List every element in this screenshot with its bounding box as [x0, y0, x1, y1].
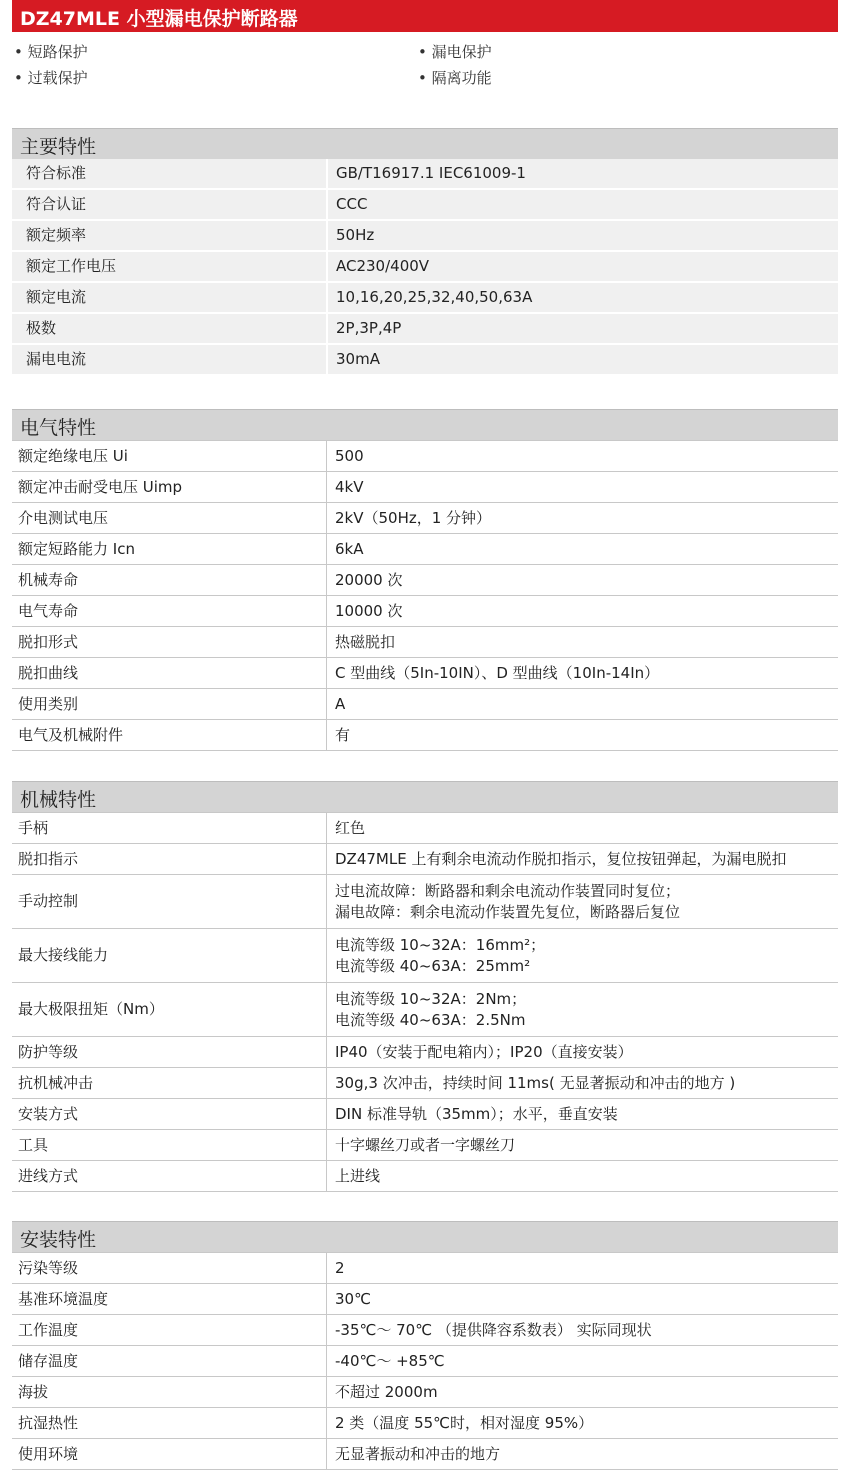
property-value: CCC — [326, 190, 838, 219]
property-name: 使用类别 — [18, 694, 79, 713]
property-value: 10000 次 — [326, 596, 838, 626]
section-heading — [12, 409, 838, 441]
table-row — [12, 252, 838, 283]
section-heading-label: 电气特性 — [20, 417, 97, 439]
property-name: 漏电电流 — [26, 350, 87, 368]
table-row — [12, 1068, 838, 1099]
table-row — [12, 221, 838, 252]
table-row — [12, 875, 838, 929]
property-value: GB/T16917.1 IEC61009-1 — [326, 159, 838, 188]
property-value: 十字螺丝刀或者一字螺丝刀 — [326, 1130, 838, 1160]
table-row — [12, 720, 838, 751]
table-row — [12, 929, 838, 983]
table-row — [12, 1099, 838, 1130]
table-row — [12, 1130, 838, 1161]
property-value: 10,16,20,25,32,40,50,63A — [326, 283, 838, 312]
feature-label: 短路保护 — [27, 43, 88, 61]
property-value: 30g,3 次冲击，持续时间 11ms( 无显著振动和冲击的地方 ) — [326, 1068, 838, 1098]
table-row — [12, 658, 838, 689]
property-name: 进线方式 — [18, 1166, 79, 1185]
property-name: 工具 — [18, 1135, 49, 1154]
table-row — [12, 627, 838, 658]
property-value: 电流等级 10~32A：2Nm； 电流等级 40~63A：2.5Nm — [326, 983, 838, 1036]
feature-item: • 隔离功能 — [418, 69, 492, 87]
property-name: 最大极限扭矩（Nm） — [18, 1000, 164, 1018]
section-mechanical-characteristics — [12, 781, 838, 1192]
table-row — [12, 1037, 838, 1068]
property-name: 额定短路能力 Icn — [18, 539, 135, 558]
table-row — [12, 190, 838, 221]
table-row — [12, 1315, 838, 1346]
table-row — [12, 844, 838, 875]
property-value: IP40（安装于配电箱内）；IP20（直接安装） — [326, 1037, 838, 1067]
property-name: 储存温度 — [18, 1351, 79, 1370]
table-row — [12, 1284, 838, 1315]
property-name: 抗湿热性 — [18, 1413, 79, 1432]
table-row — [12, 345, 838, 376]
property-name: 脱扣指示 — [18, 849, 79, 868]
property-value: 有 — [326, 720, 838, 750]
property-name: 电气寿命 — [18, 601, 79, 620]
section-installation-characteristics — [12, 1221, 838, 1470]
table-row — [12, 689, 838, 720]
section-heading-label: 机械特性 — [20, 789, 97, 811]
table-row — [12, 314, 838, 345]
property-value: 4kV — [326, 472, 838, 502]
property-name: 电气及机械附件 — [18, 725, 124, 744]
property-value: 6kA — [326, 534, 838, 564]
table-row — [12, 565, 838, 596]
property-name: 额定冲击耐受电压 Uimp — [18, 477, 183, 496]
property-value: 30℃ — [326, 1284, 838, 1314]
property-name: 工作温度 — [18, 1320, 79, 1339]
property-value: 不超过 2000m — [326, 1377, 838, 1407]
property-value: 上进线 — [326, 1161, 838, 1191]
property-name: 手动控制 — [18, 892, 79, 910]
property-value: 红色 — [326, 813, 838, 843]
property-value: 500 — [326, 441, 838, 471]
property-name: 使用环境 — [18, 1444, 79, 1463]
property-name: 机械寿命 — [18, 570, 79, 589]
property-name: 污染等级 — [18, 1258, 79, 1277]
property-name: 防护等级 — [18, 1042, 79, 1061]
property-name: 海拔 — [18, 1382, 49, 1401]
section-electrical-characteristics — [12, 409, 838, 751]
property-value: 电流等级 10~32A：16mm²； 电流等级 40~63A：25mm² — [326, 929, 838, 982]
table-row — [12, 472, 838, 503]
property-name: 符合标准 — [26, 164, 87, 182]
property-name: 安装方式 — [18, 1104, 79, 1123]
property-name: 额定电流 — [26, 288, 87, 306]
property-value: 过电流故障：断路器和剩余电流动作装置同时复位； 漏电故障：剩余电流动作装置先复位，断路器后复位 — [326, 875, 838, 928]
table-row — [12, 1439, 838, 1470]
feature-item: • 短路保护 — [14, 43, 88, 61]
property-value: 2P,3P,4P — [326, 314, 838, 343]
table-row — [12, 1253, 838, 1284]
table-row — [12, 1346, 838, 1377]
table-row — [12, 503, 838, 534]
table-row — [12, 1161, 838, 1192]
property-value: 2 — [326, 1253, 838, 1283]
property-value: DIN 标准导轨（35mm）；水平，垂直安装 — [326, 1099, 838, 1129]
property-name: 额定工作电压 — [26, 257, 117, 275]
section-heading-label: 安装特性 — [20, 1229, 97, 1251]
property-value: -35℃～ 70℃ （提供降容系数表） 实际同现状 — [326, 1315, 838, 1345]
table-row — [12, 596, 838, 627]
property-value: 20000 次 — [326, 565, 838, 595]
feature-label: 漏电保护 — [431, 43, 492, 61]
property-value: -40℃～ +85℃ — [326, 1346, 838, 1376]
section-heading-label: 主要特性 — [20, 136, 97, 158]
feature-item: • 过载保护 — [14, 69, 88, 87]
title-bar — [12, 0, 838, 32]
feature-label: 过载保护 — [27, 69, 88, 87]
property-name: 脱扣曲线 — [18, 663, 79, 682]
table-row — [12, 283, 838, 314]
table-row — [12, 1377, 838, 1408]
section-heading — [12, 128, 838, 159]
table-row — [12, 441, 838, 472]
property-value: 30mA — [326, 345, 838, 374]
section-main-characteristics — [12, 128, 838, 376]
property-value: 2 类（温度 55℃时，相对湿度 95%） — [326, 1408, 838, 1438]
table-row — [12, 813, 838, 844]
property-name: 手柄 — [18, 818, 49, 837]
property-value: 热磁脱扣 — [326, 627, 838, 657]
property-value: DZ47MLE 上有剩余电流动作脱扣指示，复位按钮弹起，为漏电脱扣 — [326, 844, 838, 874]
table-row — [12, 983, 838, 1037]
table-row — [12, 159, 838, 190]
property-name: 额定频率 — [26, 226, 87, 244]
page-title: DZ47MLE 小型漏电保护断路器 — [20, 8, 298, 30]
property-name: 额定绝缘电压 Ui — [18, 446, 128, 465]
property-name: 最大接线能力 — [18, 946, 109, 964]
property-value: 50Hz — [326, 221, 838, 250]
property-value: 2kV（50Hz，1 分钟） — [326, 503, 838, 533]
table-row — [12, 1408, 838, 1439]
property-name: 脱扣形式 — [18, 632, 79, 651]
property-name: 符合认证 — [26, 195, 87, 213]
property-name: 基准环境温度 — [18, 1289, 109, 1308]
property-value: AC230/400V — [326, 252, 838, 281]
section-heading — [12, 781, 838, 813]
feature-item: • 漏电保护 — [418, 43, 492, 61]
property-value: 无显著振动和冲击的地方 — [326, 1439, 838, 1469]
property-name: 介电测试电压 — [18, 508, 109, 527]
property-value: C 型曲线（5In-10IN）、D 型曲线（10In-14In） — [326, 658, 838, 688]
table-row — [12, 534, 838, 565]
property-value: A — [326, 689, 838, 719]
section-heading — [12, 1221, 838, 1253]
feature-label: 隔离功能 — [431, 69, 492, 87]
property-name: 抗机械冲击 — [18, 1073, 94, 1092]
property-name: 极数 — [26, 319, 57, 337]
